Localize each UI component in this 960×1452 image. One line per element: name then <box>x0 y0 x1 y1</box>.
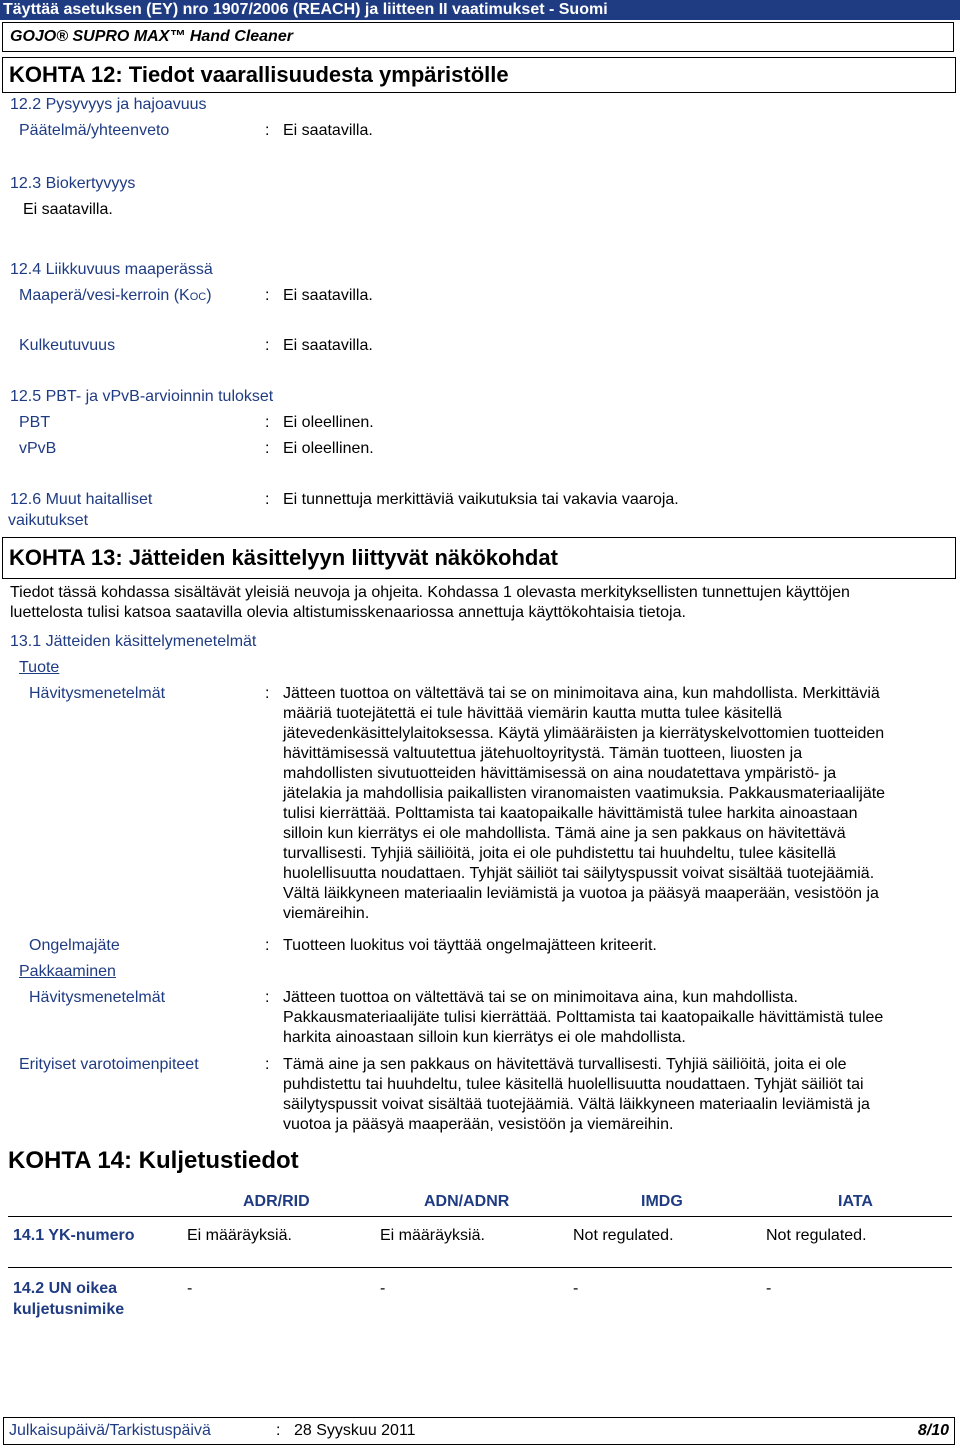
product-name: GOJO® SUPRO MAX™ Hand Cleaner <box>10 28 293 45</box>
text-line: hävittämisessä valtuutettua jätehuoltoyritystä. Tämän tuotteen, liuosten ja <box>283 745 803 762</box>
footer-colon: : <box>276 1422 281 1439</box>
product-name-box <box>2 22 954 52</box>
s13-intro-line1: Tiedot tässä kohdassa sisältävät yleisiä neuvoja ja ohjeita. Kohdassa 1 olevasta merkityksellisten tunnettujen käyttöjen <box>10 584 850 601</box>
s12-2-heading: 12.2 Pysyvyys ja hajoavuus <box>10 96 207 113</box>
koc-label <box>19 287 212 305</box>
mobility-label: Kulkeutuvuus <box>19 337 116 354</box>
pack-disposal-label: Hävitysmenetelmät <box>29 989 166 1006</box>
vpvb-label: vPvB <box>19 440 57 457</box>
text-line: Tämä aine ja sen pakkaus on hävitettävä turvallisesti. Tyhjiä säiliöitä, joita ei ole <box>283 1056 847 1073</box>
row1-adn: Ei määräyksiä. <box>380 1227 485 1244</box>
col-imdg: IMDG <box>641 1193 683 1210</box>
section-13-title-box <box>2 537 956 579</box>
text-line: puhdistettu tai huuhdeltu, tulee käsitellä huolellisuutta noudattaen. Tyhjät säiliöt tai <box>283 1076 864 1093</box>
s12-2-value: Ei saatavilla. <box>283 122 373 139</box>
text-line: huolellisuutta noudattaen. Tyhjät säiliöt tai säilytyspussit voivat sisältää tuotejäämiä. <box>283 865 875 882</box>
section-13-title: KOHTA 13: Jätteiden käsittelyyn liittyvät näkökohdat <box>9 545 558 570</box>
hazwaste-label: Ongelmajäte <box>29 937 120 954</box>
hazwaste-value: Tuotteen luokitus voi täyttää ongelmajätteen kriteerit. <box>283 937 657 954</box>
koc-value: Ei saatavilla. <box>283 287 373 304</box>
precautions-text <box>283 1055 953 1135</box>
page-number: 8/10 <box>917 1422 949 1439</box>
regulation-banner <box>0 0 960 20</box>
colon: : <box>265 1056 270 1073</box>
footer <box>3 1417 955 1445</box>
s12-4-heading: 12.4 Liikkuvuus maaperässä <box>10 261 213 278</box>
text-line: turvallisesti. Tyhjiä säiliöitä, joita ei ole puhdistettu tai huuhdeltu, tulee käsitellä <box>283 845 836 862</box>
colon: : <box>265 337 270 354</box>
text-line: määriä tuotejätettä ei tule hävittää viemärin kautta mutta tulee käsitellä <box>283 705 782 722</box>
table-divider <box>8 1216 952 1217</box>
koc-label-suffix: ) <box>206 287 212 304</box>
colon: : <box>265 685 270 702</box>
regulation-title: Täyttää asetuksen (EY) nro 1907/2006 (REACH) ja liitteen II vaatimukset - Suomi <box>3 1 608 18</box>
s12-2-label: Päätelmä/yhteenveto <box>19 122 170 139</box>
colon: : <box>265 287 270 304</box>
col-adn-adnr: ADN/ADNR <box>424 1193 510 1210</box>
row1-iata: Not regulated. <box>766 1227 867 1244</box>
text-line: mahdollisten sivutuotteiden hävittämisessä on aina noudatettava ympäristö- ja <box>283 765 837 782</box>
row1-label: 14.1 YK-numero <box>13 1227 135 1244</box>
pbt-label: PBT <box>19 414 51 431</box>
colon: : <box>265 491 270 508</box>
row1-imdg: Not regulated. <box>573 1227 674 1244</box>
section-14-title <box>8 1147 299 1175</box>
section-14-title-text: KOHTA 14: Kuljetustiedot <box>8 1147 299 1174</box>
vpvb-value: Ei oleellinen. <box>283 440 374 457</box>
text-line: harkita ainoastaan silloin kun kierrätys ei ole mahdollista. <box>283 1029 686 1046</box>
col-iata: IATA <box>838 1193 873 1210</box>
footer-date: 28 Syyskuu 2011 <box>294 1422 416 1439</box>
colon: : <box>265 414 270 431</box>
text-line: tulisi kierrättää. Polttamista tai kaatopaikalle hävittämistä tulee harkita ainoastaan <box>283 805 858 822</box>
section-12-title: KOHTA 12: Tiedot vaarallisuudesta ympäristölle <box>9 62 509 87</box>
colon: : <box>265 440 270 457</box>
colon: : <box>265 937 270 954</box>
product-heading: Tuote <box>19 659 60 676</box>
s12-6-heading-line2: vaikutukset <box>8 512 89 529</box>
s12-3-value: Ei saatavilla. <box>23 201 113 218</box>
section-12-title-box <box>2 57 956 93</box>
row1-adr: Ei määräyksiä. <box>187 1227 292 1244</box>
table-divider <box>8 1267 952 1268</box>
text-line: jätevedenkäsittelylaitoksessa. Käytä ylimääräisten ja kierrätyskelvottomien tuotteiden <box>283 725 885 742</box>
pack-disposal-text <box>283 988 953 1048</box>
text-line: Pakkausmateriaalijäte tulisi kierrättää. Polttamista tai kaatopaikalle hävittämistä tulee <box>283 1009 884 1026</box>
row2-iata: - <box>766 1280 772 1297</box>
text-line: Jätteen tuottoa on vältettävä tai se on minimoitava aina, kun mahdollista. Merkittäviä <box>283 685 880 702</box>
s12-6-heading-line1: 12.6 Muut haitalliset <box>10 491 153 508</box>
text-line: jätelakia ja mahdollisia paikallisten viranomaisten vaatimuksia. Pakkausmateriaalijäte <box>283 785 886 802</box>
s12-5-heading: 12.5 PBT- ja vPvB-arvioinnin tulokset <box>10 388 274 405</box>
text-line: viemäreihin. <box>283 905 370 922</box>
s13-intro-line2: luettelosta tulisi katsoa saatavilla olevia altistumisskenaariossa annettuja käyttökohtaisia tietoja. <box>10 604 686 621</box>
colon: : <box>265 122 270 139</box>
mobility-value: Ei saatavilla. <box>283 337 373 354</box>
row2-adr: - <box>187 1280 193 1297</box>
footer-label: Julkaisupäivä/Tarkistuspäivä <box>9 1422 211 1439</box>
col-adr-rid: ADR/RID <box>243 1193 310 1210</box>
text-line: silloin kun kierrätys ei ole mahdollista. Tämä aine ja sen pakkaus on hävitettävä <box>283 825 846 842</box>
colon: : <box>265 989 270 1006</box>
text-line: säilytyspussit voivat sisältää tuotejäämiä. Vältä läikkyneen materiaalin leviämistä ja <box>283 1096 870 1113</box>
row2-adn: - <box>380 1280 386 1297</box>
text-line: vuotoa ja pääsyä maaperään, vesistöön ja viemäreihin. <box>283 1116 674 1133</box>
disposal-text <box>283 684 953 924</box>
text-line: Jätteen tuottoa on vältettävä tai se on minimoitava aina, kun mahdollista. <box>283 989 798 1006</box>
row2-label-line2: kuljetusnimike <box>13 1301 125 1318</box>
row2-label-line1: 14.2 UN oikea <box>13 1280 118 1297</box>
s12-3-heading: 12.3 Biokertyvyys <box>10 175 136 192</box>
text-line: Vältä läikkyneen materiaalin leviämistä ja vuotoa ja pääsyä maaperään, vesistöön ja <box>283 885 879 902</box>
disposal-label: Hävitysmenetelmät <box>29 685 166 702</box>
s12-6-value: Ei tunnettuja merkittäviä vaikutuksia tai vakavia vaaroja. <box>283 491 679 508</box>
packaging-heading: Pakkaaminen <box>19 963 116 980</box>
pbt-value: Ei oleellinen. <box>283 414 374 431</box>
koc-label-prefix: Maaperä/vesi-kerroin (K <box>19 287 190 304</box>
precautions-label: Erityiset varotoimenpiteet <box>19 1056 199 1073</box>
row2-imdg: - <box>573 1280 579 1297</box>
s13-1-heading: 13.1 Jätteiden käsittelymenetelmät <box>10 633 257 650</box>
koc-subscript: OC <box>189 291 207 303</box>
